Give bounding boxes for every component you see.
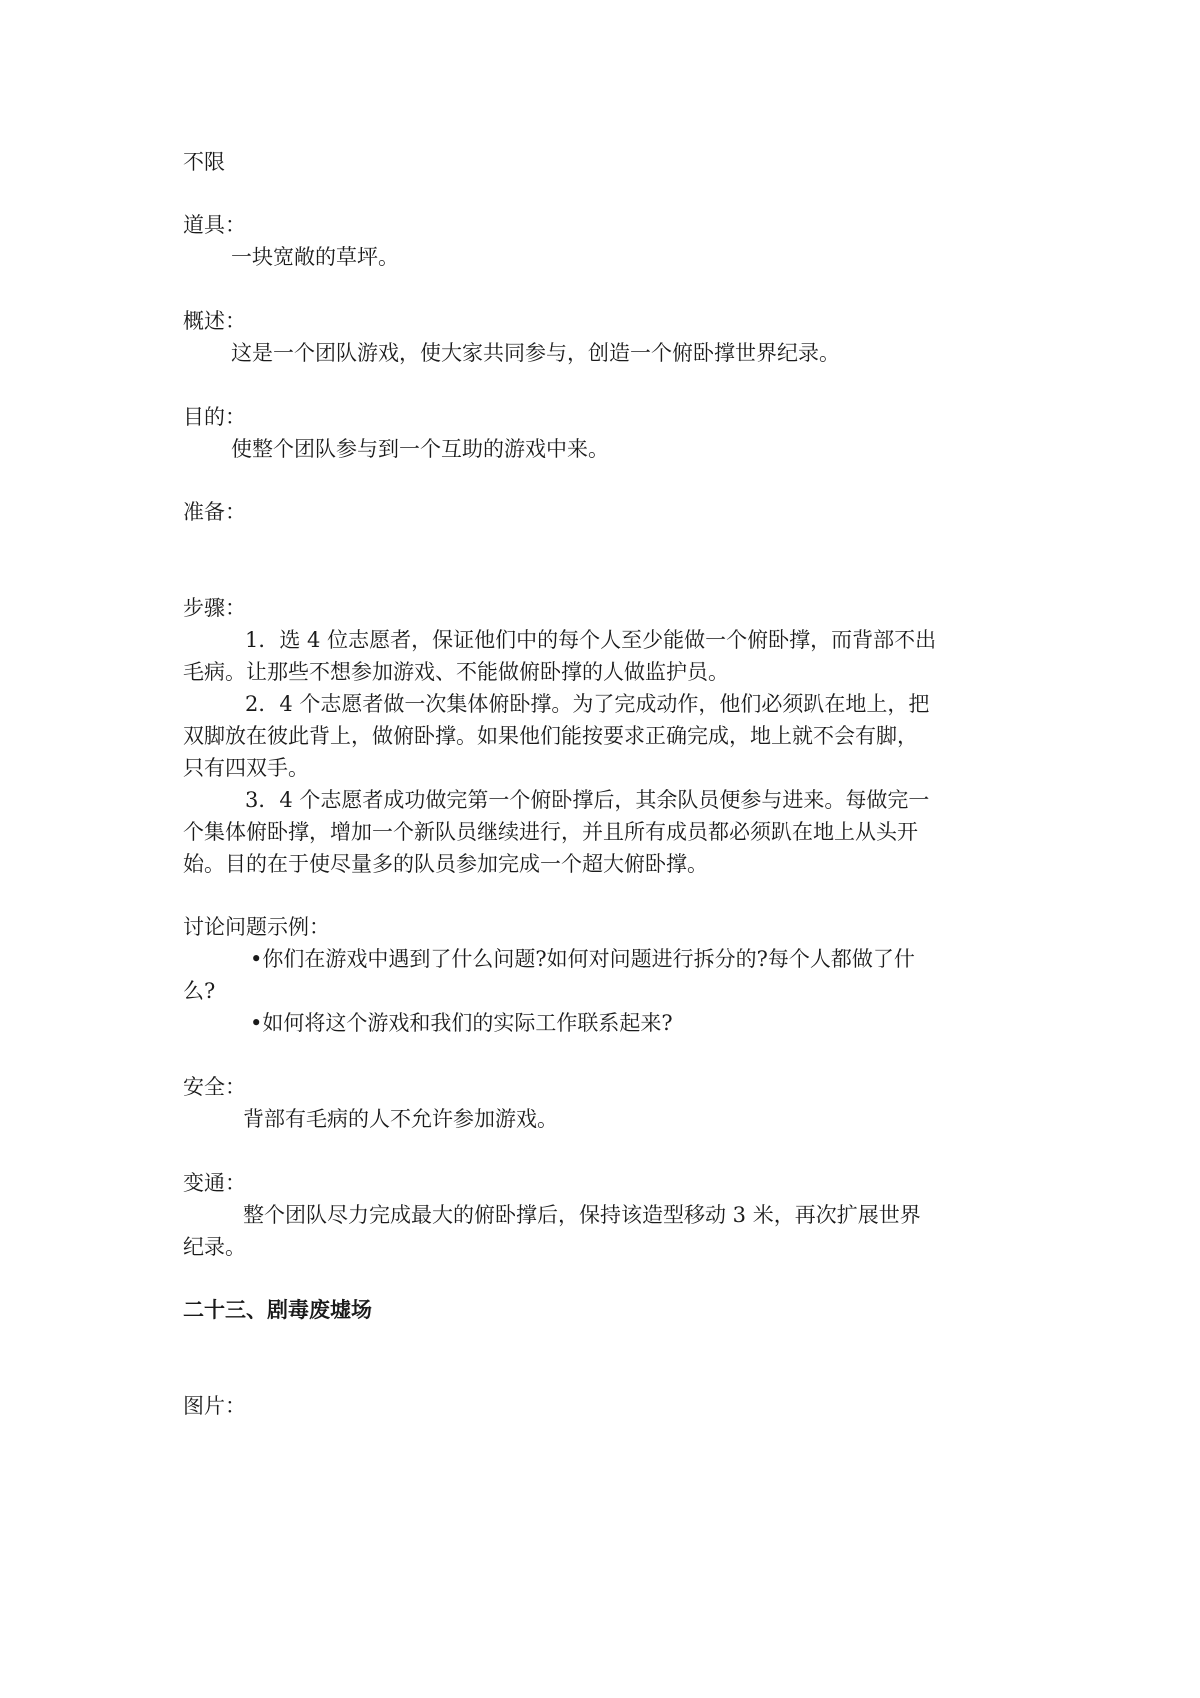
overview-heading: 概述： <box>183 309 246 333</box>
preparation-heading: 准备： <box>183 500 246 524</box>
steps-line: 个集体俯卧撑，增加一个新队员继续进行，并且所有成员都必须趴在地上从头开 <box>183 820 918 844</box>
overview-content: 这是一个团队游戏，使大家共同参与，创造一个俯卧撑世界纪录。 <box>231 341 840 365</box>
section-title: 二十三、剧毒废墟场 <box>183 1298 372 1322</box>
discussion-line: •如何将这个游戏和我们的实际工作联系起来? <box>250 1011 673 1035</box>
safety-heading: 安全： <box>183 1075 246 1099</box>
steps-line: 只有四双手。 <box>183 756 309 780</box>
discussion-line: •你们在游戏中遇到了什么问题?如何对问题进行拆分的?每个人都做了什 <box>250 947 915 971</box>
steps-line: 1．选 4 位志愿者，保证他们中的每个人至少能做一个俯卧撑，而背部不出 <box>245 628 937 652</box>
discussion-line: 么? <box>183 979 216 1003</box>
steps-heading: 步骤： <box>183 596 246 620</box>
steps-line: 毛病。让那些不想参加游戏、不能做俯卧撑的人做监护员。 <box>183 660 729 684</box>
discussion-heading: 讨论问题示例： <box>183 915 330 939</box>
steps-line: 始。目的在于使尽量多的队员参加完成一个超大俯卧撑。 <box>183 852 708 876</box>
picture-label: 图片： <box>183 1394 246 1418</box>
variation-heading: 变通： <box>183 1171 246 1195</box>
variation-line: 纪录。 <box>183 1235 246 1259</box>
props-heading: 道具： <box>183 213 246 237</box>
steps-line: 2．4 个志愿者做一次集体俯卧撑。为了完成动作，他们必须趴在地上，把 <box>245 692 930 716</box>
steps-line: 3．4 个志愿者成功做完第一个俯卧撑后，其余队员便参与进来。每做完一 <box>245 788 930 812</box>
purpose-content: 使整个团队参与到一个互助的游戏中来。 <box>231 437 609 461</box>
purpose-heading: 目的： <box>183 405 246 429</box>
safety-content: 背部有毛病的人不允许参加游戏。 <box>243 1107 558 1131</box>
variation-line: 整个团队尽力完成最大的俯卧撑后，保持该造型移动 3 米，再次扩展世界 <box>243 1203 921 1227</box>
steps-line: 双脚放在彼此背上，做俯卧撑。如果他们能按要求正确完成，地上就不会有脚， <box>183 724 918 748</box>
top-text: 不限 <box>183 150 225 174</box>
props-content: 一块宽敞的草坪。 <box>231 245 399 269</box>
